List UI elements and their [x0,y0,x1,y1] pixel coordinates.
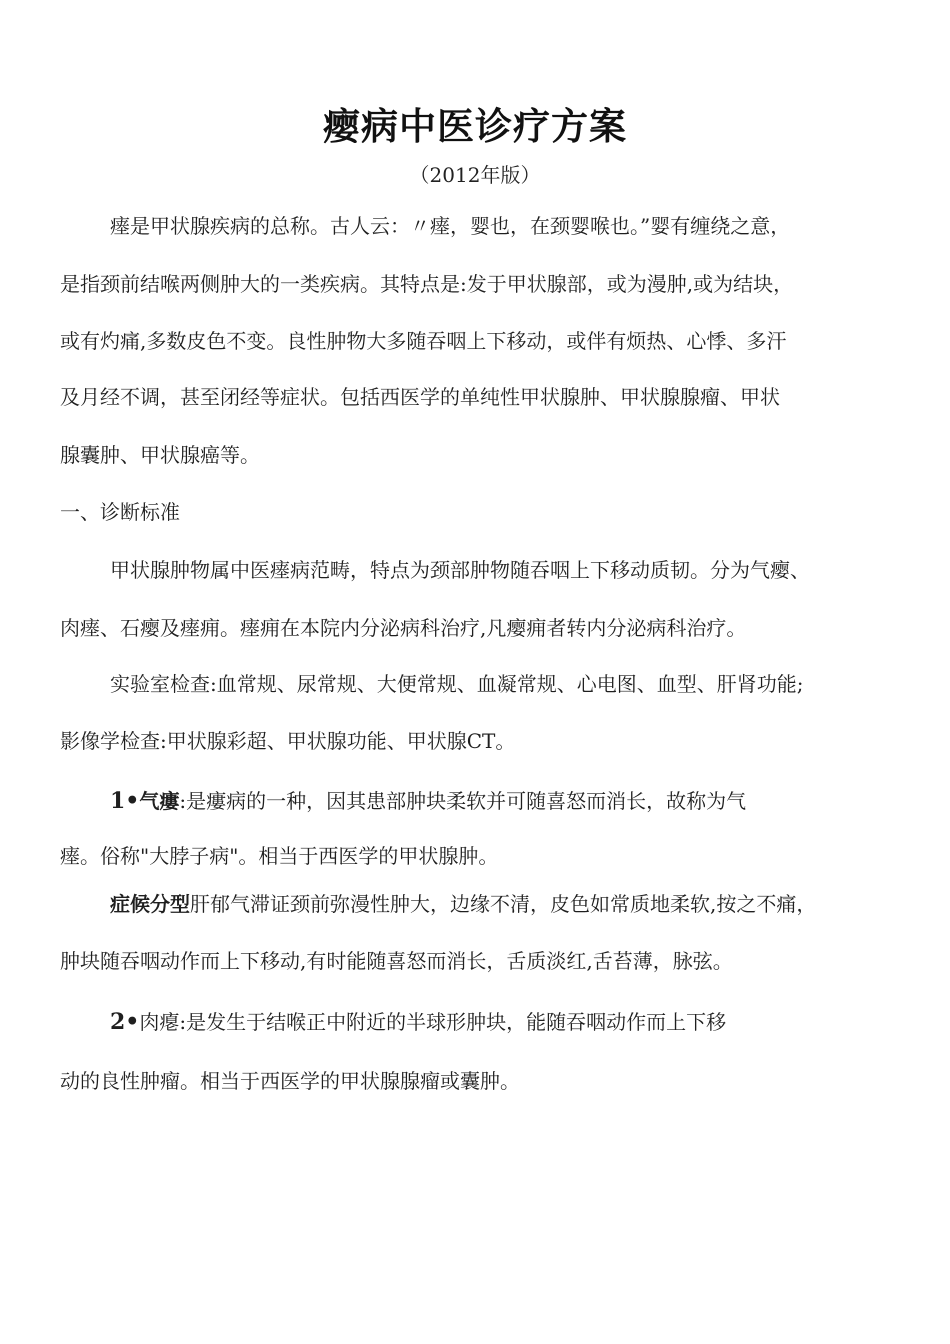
section-heading: 一、诊断标准 [60,500,180,524]
paragraph-line: 甲状腺肿物属中医瘗病范畴，特点为颈部肿物随吞咽上下移动质韧。分为气瘿、 [110,558,810,582]
intro-line: 是指颈前结喉两侧肿大的一类疾病。其特点是:发于甲状腺部，或为漫肿,或为结块， [60,272,794,296]
item-2-line [110,1008,726,1036]
paragraph-line: 肉瘗、石瘿及瘗痈。瘗痈在本院内分泌病科治疗,凡瘿痈者转内分泌病科治疗。 [60,616,747,640]
intro-line: 及月经不调，甚至闭经等症状。包括西医学的单纯性甲状腺肿、甲状腺腺瘤、甲状 [60,385,780,409]
item-term: 气瘻 [139,789,180,813]
syndrome-line: 肿块随吞咽动作而上下移动,有时能随喜怒而消长，舌质淡红,舌苔薄，脉弦。 [60,949,733,973]
document-edition: （2012年版） [409,163,541,187]
item-number: 1• [110,788,140,814]
item-text: 肉瘪:是发生于结喉正中附近的半球形肿块，能随吞咽动作而上下移 [139,1010,727,1034]
syndrome-line [110,890,816,918]
item-text: :是瘻病的一种，因其患部肿块柔软并可随喜怒而消长，故称为气 [179,789,747,813]
item-number: 2• [110,1009,140,1035]
item-1-line [110,787,746,815]
intro-line: 或有灼痛,多数皮色不变。良性肿物大多随吞咽上下移动，或伴有烦热、心悸、多汗 [60,329,787,353]
syndrome-term: 症候分型 [110,892,190,916]
document-title: 瘿病中医诊疗方案 [323,104,627,148]
intro-line: 腺囊肿、甲状腺癌等。 [60,443,260,467]
intro-line: 瘗是甲状腺疾病的总称。古人云：〃瘗，婴也，在颈婴喉也。”婴有缠绕之意， [110,214,791,238]
item-2-line: 动的良性肿瘤。相当于西医学的甲状腺腺瘤或囊肿。 [60,1069,520,1093]
syndrome-text: 肝郁气滞证颈前弥漫性肿大，边缘不清，皮色如常质地柔软,按之不痛， [190,892,817,916]
paragraph-line: 影像学检查:甲状腺彩超、甲状腺功能、甲状腺CT。 [60,729,516,753]
paragraph-line: 实验室检查:血常规、尿常规、大便常规、血凝常规、心电图、血型、肝肾功能; [110,672,804,696]
item-1-line: 瘗。俗称"大脖子病"。相当于西医学的甲状腺肿。 [60,844,499,868]
